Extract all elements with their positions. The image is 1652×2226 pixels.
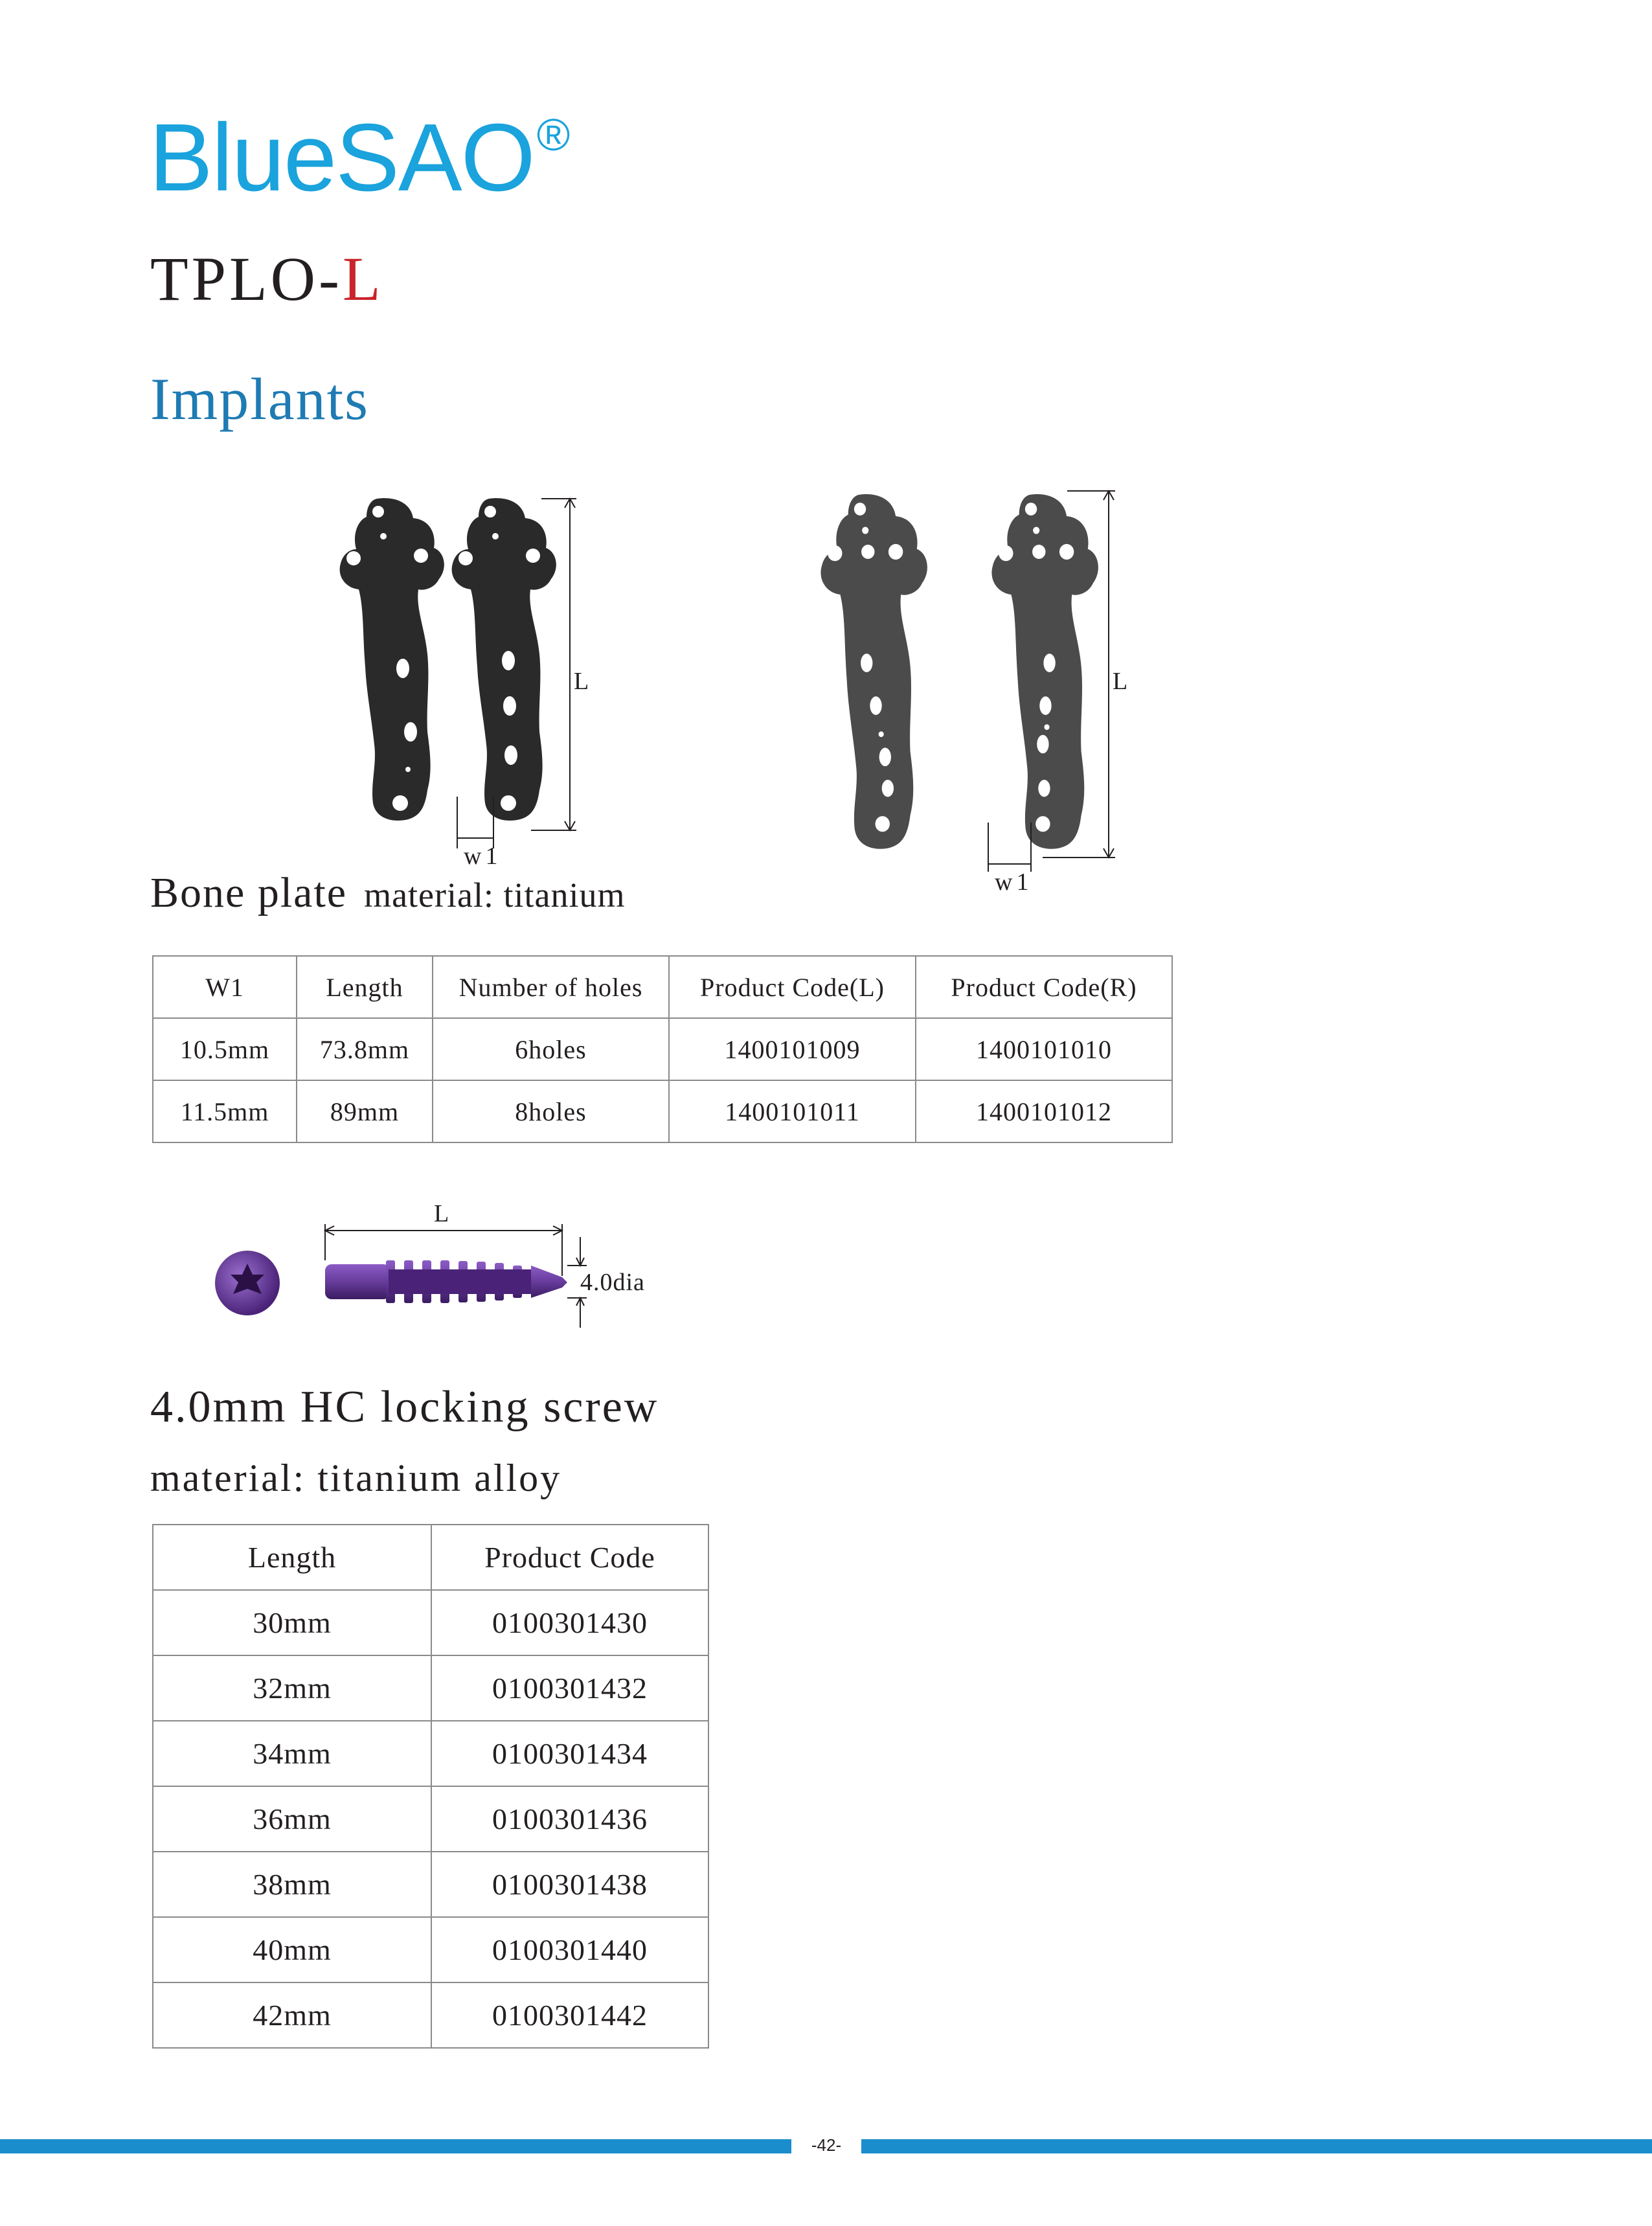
table-cell: 42mm xyxy=(153,1982,431,2048)
table-cell: 0100301442 xyxy=(431,1982,708,2048)
table-cell: 0100301434 xyxy=(431,1721,708,1786)
table-row xyxy=(153,1018,1172,1080)
table-cell: 1400101009 xyxy=(669,1018,916,1080)
table-cell: 32mm xyxy=(153,1655,431,1721)
table-cell: 1400101010 xyxy=(916,1018,1172,1080)
table-cell: 0100301440 xyxy=(431,1917,708,1982)
table-cell: 1400101012 xyxy=(916,1080,1172,1142)
table-cell: 73.8mm xyxy=(297,1018,433,1080)
section-heading: Implants xyxy=(150,366,369,432)
screw-diameter-label: 4.0dia xyxy=(580,1269,645,1296)
footer-bar-right xyxy=(861,2139,1652,2153)
table-cell: 34mm xyxy=(153,1721,431,1786)
table-row xyxy=(153,1080,1172,1142)
brand-name: BlueSAO xyxy=(149,104,534,211)
header-cell: Product Code xyxy=(431,1525,708,1590)
header-cell: Length xyxy=(297,956,433,1018)
table-cell: 89mm xyxy=(297,1080,433,1142)
product-title xyxy=(150,244,384,313)
plate-width-label-left: w1 xyxy=(464,843,502,870)
table-cell: 40mm xyxy=(153,1917,431,1982)
table-cell: 10.5mm xyxy=(153,1018,297,1080)
table-row xyxy=(153,1917,708,1982)
plate-image-left-2 xyxy=(452,498,556,821)
table-row xyxy=(153,1590,708,1655)
plate-image-right-1 xyxy=(820,494,927,849)
table-cell: 36mm xyxy=(153,1786,431,1852)
screw-head-image xyxy=(215,1251,280,1315)
screw-length-label: L xyxy=(434,1200,449,1227)
plate-length-label-right: L xyxy=(1113,668,1128,695)
header-cell: Length xyxy=(153,1525,431,1590)
table-row xyxy=(153,1852,708,1917)
bone-plate-table xyxy=(152,955,1173,1143)
product-title-suffix: L xyxy=(342,244,384,313)
table-cell: 8holes xyxy=(433,1080,669,1142)
table-cell: 0100301432 xyxy=(431,1655,708,1721)
header-cell: Product Code(L) xyxy=(669,956,916,1018)
table-row xyxy=(153,1655,708,1721)
footer-bar-left xyxy=(0,2139,791,2153)
bone-plate-material: material: titanium xyxy=(364,876,626,914)
table-cell: 1400101011 xyxy=(669,1080,916,1142)
plate-image-left-1 xyxy=(340,498,444,821)
plate-width-label-right: w1 xyxy=(995,869,1033,896)
table-cell: 0100301438 xyxy=(431,1852,708,1917)
table-cell: 38mm xyxy=(153,1852,431,1917)
header-cell: Number of holes xyxy=(433,956,669,1018)
table-cell: 6holes xyxy=(433,1018,669,1080)
screw-heading: 4.0mm HC locking screw xyxy=(150,1382,659,1432)
table-cell: 11.5mm xyxy=(153,1080,297,1142)
header-cell: W1 xyxy=(153,956,297,1018)
brand-logo xyxy=(149,104,569,211)
screw-side-image xyxy=(325,1260,567,1303)
product-title-prefix: TPLO- xyxy=(150,244,343,313)
header-cell: Product Code(R) xyxy=(916,956,1172,1018)
table-header-row xyxy=(153,1525,708,1590)
screw-table xyxy=(152,1524,709,2049)
table-header-row xyxy=(153,956,1172,1018)
bone-plate-heading xyxy=(150,869,626,916)
table-cell: 0100301436 xyxy=(431,1786,708,1852)
bone-plate-title: Bone plate xyxy=(150,869,348,916)
registered-mark: ® xyxy=(536,109,569,160)
table-row xyxy=(153,1786,708,1852)
page-number: -42- xyxy=(811,2135,842,2155)
table-row xyxy=(153,1982,708,2048)
screw-material: material: titanium alloy xyxy=(150,1457,562,1499)
table-cell: 30mm xyxy=(153,1590,431,1655)
table-row xyxy=(153,1721,708,1786)
plate-length-label-left: L xyxy=(574,668,589,695)
plate-image-right-2 xyxy=(991,494,1098,849)
bone-plate-images xyxy=(0,453,1652,907)
table-cell: 0100301430 xyxy=(431,1590,708,1655)
